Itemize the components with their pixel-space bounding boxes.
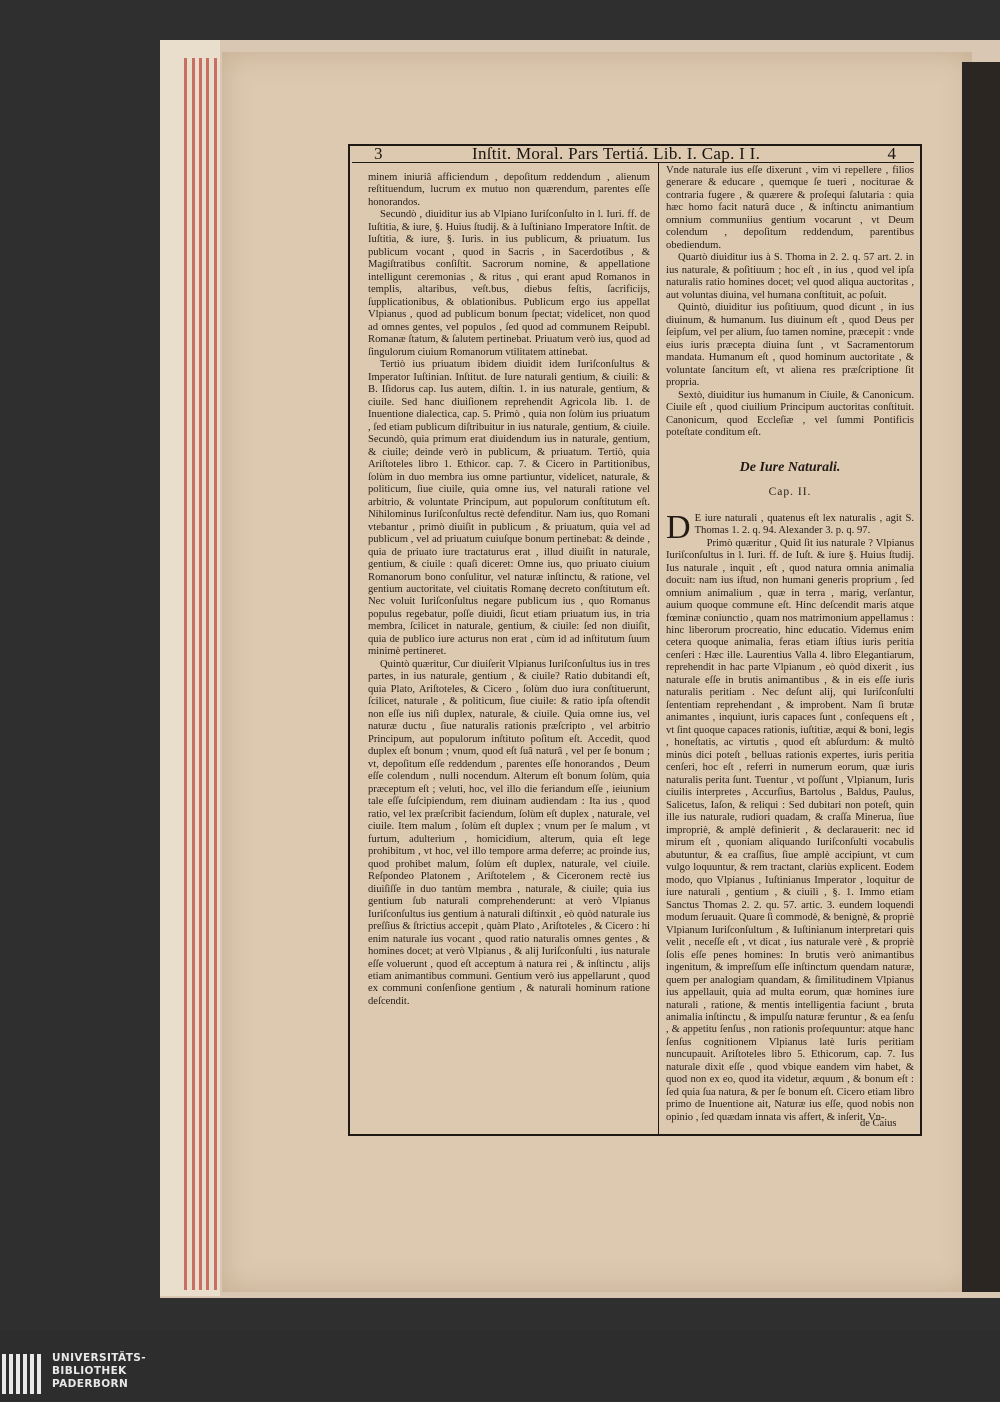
page-number-right: 4 <box>887 144 896 163</box>
library-name-line: PADERBORN <box>52 1378 129 1390</box>
paragraph: Quartò diuiditur ius à S. Thoma in 2. 2. q. 57 art. 2. in ius naturale, & poſitiuum ; hoc eſt , in ius , quod vel ipſa naturalis ratio homines docet; vel quod aliqua auctoritas , aut voluntas diuina, vel humana conſtituit, ac poſuit. <box>666 252 914 301</box>
left-column <box>368 172 650 1008</box>
page-edges <box>160 40 220 1296</box>
paragraph <box>666 508 914 546</box>
right-column <box>666 165 914 1124</box>
library-name-line: BIBLIOTHEK <box>52 1365 127 1377</box>
page-edge-stripe <box>206 58 209 1290</box>
gutter-shadow <box>962 62 1000 1292</box>
library-name <box>52 1352 146 1391</box>
catchword: de Caius <box>860 1118 897 1129</box>
paragraph: Primò quæritur , Quid ſit ius naturale ? Vlpianus Iuriſconſultus in l. Iuri. ff. de Iuſt. & iure §. Huius ſtudij. Ius naturale , inquit , eſt , quod natura omnia animalia docuit: nam ius iſtud, non humani generis proprium , ſed omnium animalium , quæ in terra , marig, verſantur, auium quoque commune eſt. Hinc deſcendit maris atque fœminæ coniunctio , quam nos matrimonium appellamus : hinc liberorum procreatio, hinc educatio. Videmus enim cetera quoque animalia, feras etiam iſtius iuris peritia cenſeri : Hæc ille. Laurentius Valla 4. libro Elegantiarum, reprehendit in hac parte Vlpianum , eò quòd dixerit , ius naturale eſſe in brutis animantibus , & in eis eſſe iuris naturalis peritiam . Nec deſunt alij, qui Iuriſconſulti ſententiam reprehendant , & improbent. Nam ſi brutæ animantes , inquiunt, iuris capaces ſunt , conſequens eſt , vt ſint quoque capaces rationis, iuſtitiæ, æqui & boni, legis , honeſtatis, ac virtutis , quod eſt abſurdum: & multò minùs dici poteſt , belluas rationis expertes, iuris peritia cenſeri, hoc eſt , referri in numerum eorum, quæ iuris naturalis perita ſunt. Tuentur , vt poſſunt , Vlpianum, Iuris ciuilis interpretes , Accurſius, Bartolus , Baldus, Paulus, Salicetus, Iaſon, & reliqui : Sed dubitari non poteſt, quin ille ius naturale, rudiori quadam, & craſſa Minerua, ſiue impropriè, & amplè definierit , & declarauerit: nec id mirum eſt , quoniam aliquando Iuriſconſulti vocabulis abutuntur, & ea craſſius, ſiue amplè accipiunt, vt cum vulgo loquuntur, & rem tractant, clariùs explicent. Eodem modo, quo Vlpianus , Iuſtinianus Imperator , loquitur de iure naturali , gentium , & ciuili , §. 1. Immo etiam Sanctus Thomas 2. 2. qu. 57. artic. 3. eundem loquendi modum ſeruauit. Quare ſi commodè, & benignè, & propriè Vlpianum Iuriſconſultum , & Iuſtinianum interpretari quis velit , neceſſe eſt , vt dicat , ius naturale verè , & propriè ſolis eſſe penes homines: In brutis verò animantibus ingenitum, & impreſſum eſſe inſtinctum quendam naturæ, quem per analogiam quandam, & ſimilitudinem Vlpianus ius appellauit, quia ad multa eorum, quæ homines iure naturali , ratione, & mentis intelligentia faciunt , bruta animalia inſtinctu , & impulſu naturæ feruntur , & ea ſenſu , & appetitu ſenſus , non rationis proſequuntur: atque hanc ſenſus cognitionem Vlpianus latè Iuris peritiam nuncupauit. Ariſtoteles libro 5. Ethicorum, cap. 7. Ius naturale dixit eſſe , quod vbique eandem vim habet, & quod non ex eo, quod ita videtur, æquum , & bonum eſt : ſed quia ſua natura, & per ſe bonum eſt. Cicero etiam libro primo de Inuentione ait, Naturæ ius eſſe, quod nobis non opinio , ſed quædam innata vis affert, & inſerit. Vn- <box>666 537 915 1123</box>
paragraph: Secundò , diuiditur ius ab Vlpiano Iuriſconſulto in l. Iuri. ff. de Iuſtitia, & iure, §. Huius ſtudij. & à Iuſtiniano Imperatore Inſtit. de Iuſtitia, & iure, §. Iuris. in ius publicum, & priuatum. Ius publicum vocant , quod in Sacris , in Sacerdotibus , & Magiſtratibus conſiſtit. Sacrorum nomine, & appellatione intelligunt ceremonias , & ritus , qui erant apud Romanos in templis, altaribus, veſt.bus, diebus feſtis, ſacrificijs, ſupplicationibus, & oblationibus. Publicum ergo ius appellat Vlpianus , quod ad publicum bonum ſpectat; videlicet, non quod ad omnes gentes, vel populos , ſed quod ad communem Reipubl. Romanæ ſtatum, & ſalutem pertinebat. Priuatum verò ius, quod ad ſingulorum ciuium Romanorum vtilitatem attinebat. <box>368 209 650 358</box>
library-logo-icon <box>0 1350 46 1396</box>
paragraph: minem iniuriâ afficiendum , depoſitum reddendum , alienum reſtituendum, lucrum ex mutuo non quærendum, parentes eſſe honorandos. <box>368 172 650 208</box>
paragraph-text: E iure naturali , quatenus eſt lex naturalis , agit S. Thomas 1. 2. q. 94. Alexander 3. p. q. 97. <box>694 512 914 537</box>
page-edge-stripe <box>184 58 187 1290</box>
page-header <box>352 144 914 162</box>
paragraph: Tertiò ius priuatum ibidem diuidit idem Iuriſconſultus & Imperator Iuſtinian. Inſtitut. de Iure naturali gentium, & ciuili: & B. Iſidorus cap. Ius autem, diſtin. 1. in ius naturale, gentium, & ciuile. Sed hanc diuiſionem reprehendit Agricola lib. 1. de Inuentione dialectica, cap. 5. Primò , quia non ſolùm ius priuatum , ſed etiam publicum diſtribuitur in ius naturale, gentium, & ciuile. Secundò, quia primum erat diuidendum ius in naturale, gentium, & ciuile; deinde verò in publicum, & priuatum. Tertiò, quia Ariſtoteles libro 1. Ethicor. cap. 7. & Cicero in Partitionibus, ſolùm in duo membra ius omne partiuntur, videlicet, naturale, & politicum, ſiue ciuile, quia omne ius, vel naturali ratione vel arbitrio, & voluntate Principum, aut populorum conſtitutum eſt. Nihilominus Iuriſconſultus rectè defenditur. Nam ius, quo Romani vtebantur , primò diuiſit in publicum , & priuatum, quia vel ad publicum , vel ad priuatum cuiuſque bonum pertinebat: & deinde , quia de priuato iure tractaturus erat , illud diuiſit in naturale, gentium, & ciuile : quaſi diceret: Omne ius, quo priuato ciuium Romanorum bono conſulitur, vel naturæ inſtinctu, & ratione, vel gentium auctoritate, vel ciuitatis Romanę decreto conſtitutum eſt. Nec voluit Iuriſconſultus negare publicum ius , quo Romanus populus regebatur, poſſe diuidi, ſicut etiam priuatum ius, in tria membra, ſcilicet in naturale, gentium, & ciuile: ſed non diuiſit, quia de publico iure acturus non erat , cùm id ad inſtitutum ſuum minimè pertineret. <box>368 359 650 658</box>
paragraph: Vnde naturale ius eſſe dixerunt , vim vi repellere , filios generare & educare , quemque ſe tueri , nociturae & contraria fugere , & quærere & proſequi ſalutaria : quia hæc homo facit naturâ duce , & inſtinctu animantium omnium communiius gentium vocarunt , vt Deum colendum , depoſitum reddendum, parentibus obediendum. <box>666 165 914 251</box>
chapter-label: Cap. II. <box>768 486 812 499</box>
column-divider <box>658 162 659 1134</box>
page-edge-stripe <box>214 58 217 1290</box>
section-heading: De Iure Naturali. <box>739 459 841 475</box>
paragraph: Quintò, diuiditur ius poſitiuum, quod dicunt , in ius diuinum, & humanum. Ius diuinum eſt , quod Deus per ſeipſum, vel per alium, ſuo tamen nomine, præcepit : vnde eius iuris præcepta diuina ſunt , vt Sacramentorum mandata. Humanum eſt , quod hominum auctoritate , & voluntate ſancitum eſt, vt aliena res præſcriptione ſit propria. <box>666 302 914 389</box>
running-title: Inſtit. Moral. Pars Tertiá. Lib. I. Cap. I I. <box>472 144 761 163</box>
library-logo <box>0 1350 200 1402</box>
paragraph: Quintò quæritur, Cur diuiſerit Vlpianus Iuriſconſultus ius in tres partes, in ius naturale, gentium , & ciuile? Ratio dubitandi eſt, quia Plato, Ariſtoteles, & Cicero , ſolùm duo iura conſtituerunt, ſcilicet, naturale , & politicum, ſiue ciuile: & ratio ipſa oſtendit non eſſe ius niſi duplex, naturale, & ciuile. Quia omne ius, vel naturæ ductu , ſiue naturalis rationis præſcripto , vel arbitrio Principum, aut populorum inſtituto poſitum eſt. Accedit, quod duplex eſt bonum ; vnum, quod eſt ſuâ naturâ , vel per ſe bonum ; vt, depoſitum eſſe reddendum , parentes eſſe honorandos , Deum eſſe colendum , nulli nocendum. Alterum eſt bonum ſolùm, quia præceptum eſt ; veluti, hoc, vel illo die feriandum eſſe , ieiunium tale eſſe ſuſcipiendum, rem diuinam audiendam : Ita ius , quod ratio, vel lex præſcribit faciendum, ſolùm eſt duplex , naturale, vel ciuile. Item malum , ſolùm eſt duplex ; vnum per ſe malum , vt furtum, adulterium , homicidium, alterum, quia eſt lege prohibitum , vt hoc, vel illo tempore arma deferre; ac proinde ius, quod prohibet malum, ſolùm eſt duplex, naturale, vel ciuile. Reſpondeo Platonem , Ariſtotelem , & Ciceronem rectè ius diuiſiſſe in duo tantùm membra , naturale, & ciuile; quia ius gentium ſub naturali comprehenderunt: at verò Vlpianus Iuriſconſultus ius gentium à naturali diſtinxit , eò quòd naturale ius preſſius & ſtrictius accepit , quàm Plato , Ariſtoteles , & Cicero : hi enim naturale ius vocant , quod ratio naturalis omnes gentes , & homines docet; at verò Vlpianus , & alij Iuriſconſulti , ius naturale eſſe voluerunt , quod eſt acceptum à natura rei , & inſtinctu , alijs etiam animantibus communi. Gentium verò ius appellarunt , quod ex communi conſenſione gentium , & naturali hominum ratione deſcendit. <box>368 658 650 1007</box>
library-name-line: UNIVERSITÄTS- <box>52 1352 147 1364</box>
paragraph: Sextò, diuiditur ius humanum in Ciuile, & Canonicum. Ciuile eſt , quod ciuilium Principum auctoritas conſtituit. Canonicum, quod Eccleſiæ , vel ſummi Pontificis poteſtate conditum eſt. <box>666 389 914 439</box>
drop-cap: D <box>666 508 691 546</box>
page-number-left: 3 <box>374 144 383 163</box>
page-edge-stripe <box>199 58 202 1290</box>
page-edge-stripe <box>192 58 195 1290</box>
